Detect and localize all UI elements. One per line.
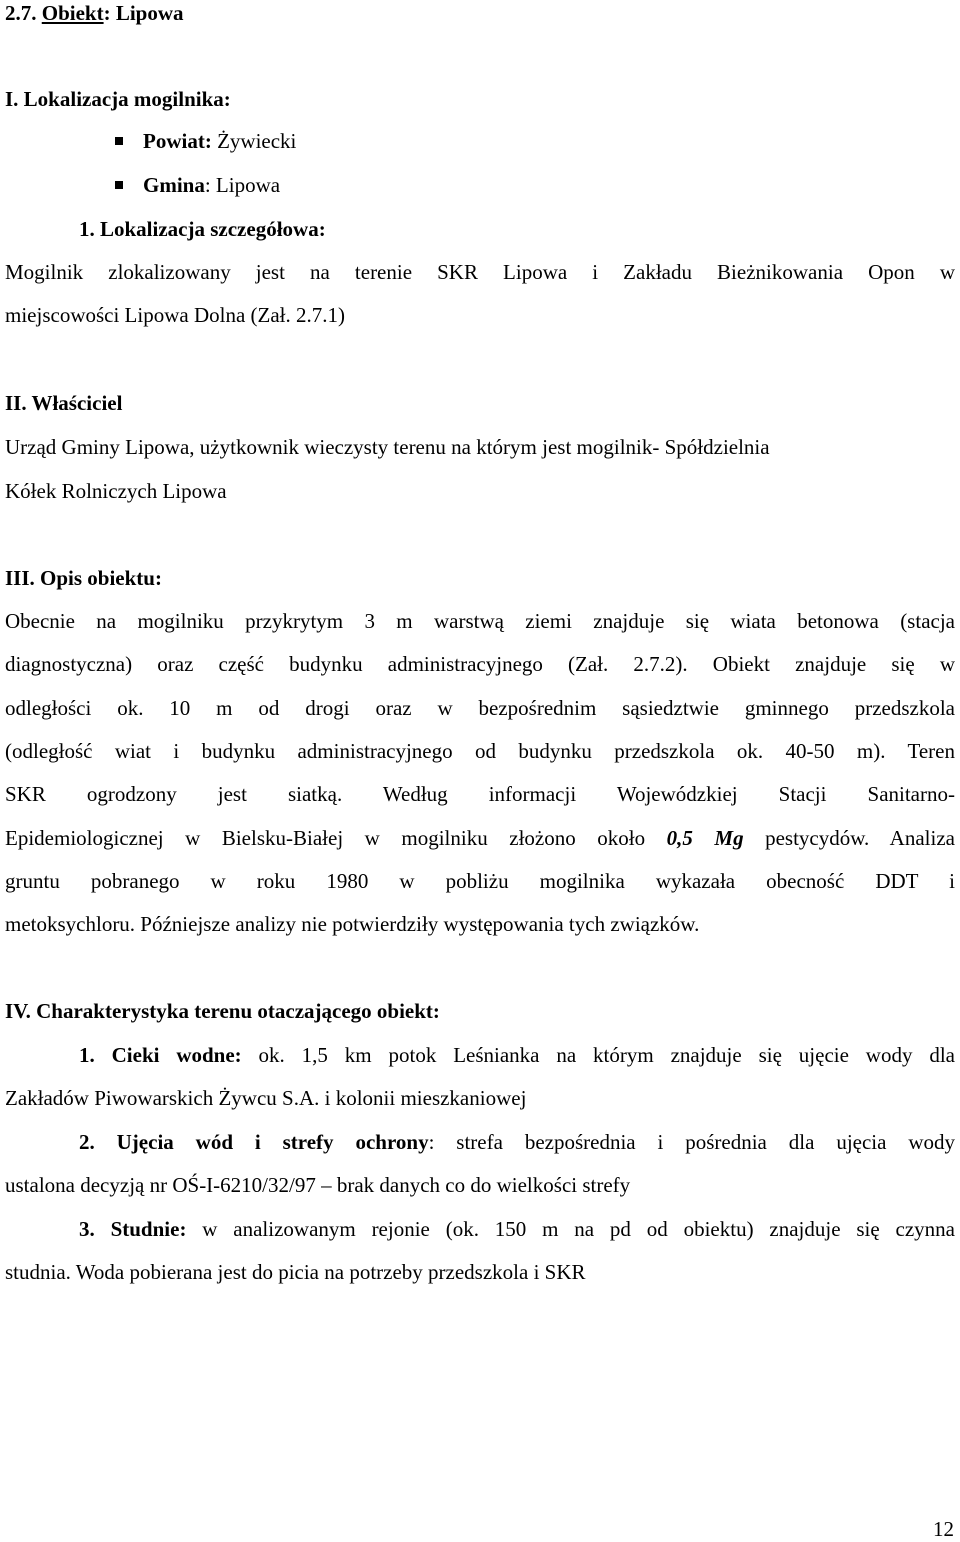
s2-text-line1: Urząd Gminy Lipowa, użytkownik wieczysty terenu na którym jest mogilnik- Spółdzielnia [5,435,770,459]
bullet-gmina: Gmina: Lipowa [115,172,280,198]
s3-line2: diagnostyczna) oraz część budynku administracyjnego (Zał. 2.7.2). Obiekt znajduje się w [5,652,955,676]
s4-item2-line1: 2. Ujęcia wód i strefy ochrony: strefa bezpośrednia i pośrednia dla ujęcia wody [79,1130,956,1154]
s3-line5: SKR ogrodzony jest siatką. Według informacji Wojewódzkiej Stacji Sanitarno- [5,782,955,806]
heading-link-obiekt: Obiekt [41,1,104,25]
s4-title: IV. Charakterystyka terenu otaczającego obiekt: [5,999,440,1023]
s3-line6: Epidemiologicznej w Bielsku-Białej w mogilniku złożono około 0,5 Mg pestycydów. Analiza [5,826,955,850]
s3-line8: metoksychloru. Późniejsze analizy nie potwierdziły występowania tych związków. [5,912,700,936]
square-bullet-icon [115,181,123,189]
s1-text-line1: Mogilnik zlokalizowany jest na terenie SKR Lipowa i Zakładu Bieżnikowania Opon w [5,260,955,284]
s3-line1: Obecnie na mogilniku przykrytym 3 m warstwą ziemi znajduje się wiata betonowa (stacja [5,609,955,633]
bullet-powiat: Powiat: Żywiecki [115,128,296,154]
section-heading: 2.7. Obiekt: Lipowa [5,1,184,25]
s3-line7: gruntu pobranego w roku 1980 w pobliżu mogilnika wykazała obecność DDT i [5,869,955,893]
s2-title: II. Właściciel [5,391,123,415]
s1-text-line2: miejscowości Lipowa Dolna (Zał. 2.7.1) [5,303,345,327]
s4-item3-line2: studnia. Woda pobierana jest do picia na potrzeby przedszkola i SKR [5,1260,586,1284]
s4-item1-line2: Zakładów Piwowarskich Żywcu S.A. i kolonii mieszkaniowej [5,1086,527,1110]
s3-line3: odległości ok. 10 m od drogi oraz w bezpośrednim sąsiedztwie gminnego przedszkola [5,696,955,720]
s4-item3-line1: 3. Studnie: w analizowanym rejonie (ok. 150 m na pd od obiektu) znajduje się czynna [79,1217,956,1241]
amount-emphasis: 0,5 Mg [666,826,744,850]
s4-item2-line2: ustalona decyzją nr OŚ-I-6210/32/97 – brak danych co do wielkości strefy [5,1173,631,1197]
page-number: 12 [933,1517,954,1541]
s2-text-line2: Kółek Rolniczych Lipowa [5,479,227,503]
s1-subtitle: 1. Lokalizacja szczegółowa: [79,217,326,241]
s3-title: III. Opis obiektu: [5,566,162,590]
s3-line4: (odległość wiat i budynku administracyjnego od budynku przedszkola ok. 40-50 m). Teren [5,739,955,763]
square-bullet-icon [115,137,123,145]
s1-title: I. Lokalizacja mogilnika: [5,87,231,111]
s4-item1-line1: 1. Cieki wodne: ok. 1,5 km potok Leśnianka na którym znajduje się ujęcie wody dla [79,1043,955,1067]
